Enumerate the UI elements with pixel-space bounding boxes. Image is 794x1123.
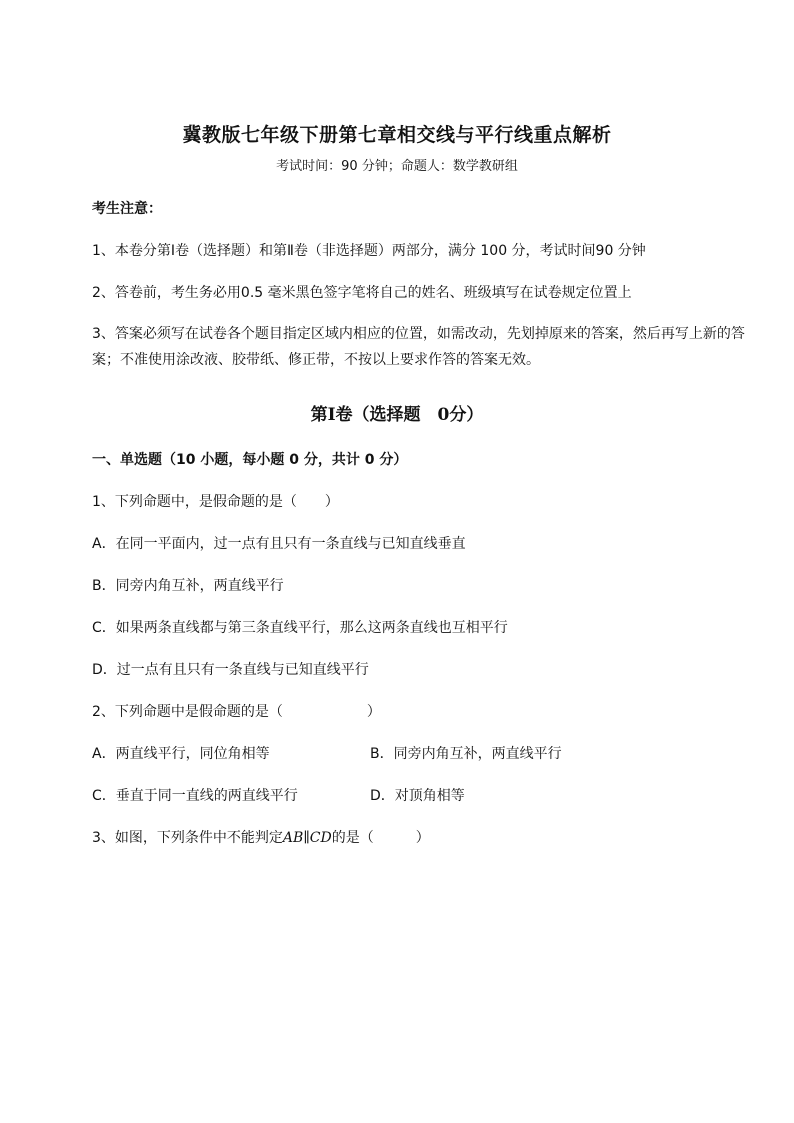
question-2-stem: 2、下列命题中是假命题的是（ ）	[92, 704, 381, 720]
notice-item-1: 1、本卷分第Ⅰ卷（选择题）和第Ⅱ卷（非选择题）两部分，满分 100 分，考试时间90 分钟	[92, 243, 646, 259]
document-title: 冀教版七年级下册第七章相交线与平行线重点解析	[182, 124, 612, 146]
question-1-stem: 1、下列命题中，是假命题的是（ ）	[92, 494, 339, 510]
question-2-option-b: B．同旁内角互补，两直线平行	[370, 746, 562, 762]
question-2-option-d: D．对顶角相等	[370, 788, 465, 804]
question-1-option-a: A．在同一平面内，过一点有且只有一条直线与已知直线垂直	[92, 536, 466, 552]
question-1-option-d: D．过一点有且只有一条直线与已知直线平行	[92, 662, 369, 678]
notice-item-2: 2、答卷前，考生务必用0.5 毫米黑色签字笔将自己的姓名、班级填写在试卷规定位置上	[92, 285, 632, 301]
question-3-stem-prefix: 3、如图，下列条件中不能判定	[92, 830, 283, 846]
section-title: 第Ⅰ卷（选择题 0分）	[310, 405, 484, 425]
document-subtitle: 考试时间：90 分钟；命题人：数学教研组	[276, 159, 518, 174]
question-1-option-b: B．同旁内角互补，两直线平行	[92, 578, 284, 594]
part-heading: 一、单选题（10 小题，每小题 0 分，共计 0 分）	[92, 452, 408, 468]
question-2-option-c: C．垂直于同一直线的两直线平行	[92, 788, 298, 804]
question-2-option-a: A．两直线平行，同位角相等	[92, 746, 270, 762]
question-3-stem-suffix: 的是（ ）	[331, 830, 430, 846]
notice-item-3: 3、答案必须写在试卷各个题目指定区域内相应的位置，如需改动，先划掉原来的答案，然后再写上新的答案；不准使用涂改液、胶带纸、修正带，不按以上要求作答的答案无效。	[92, 326, 745, 368]
notice-heading: 考生注意：	[92, 201, 162, 217]
question-1-option-c: C．如果两条直线都与第三条直线平行，那么这两条直线也互相平行	[92, 620, 508, 636]
question-3-math: AB∥CD	[282, 830, 332, 846]
question-3-stem	[92, 829, 430, 847]
